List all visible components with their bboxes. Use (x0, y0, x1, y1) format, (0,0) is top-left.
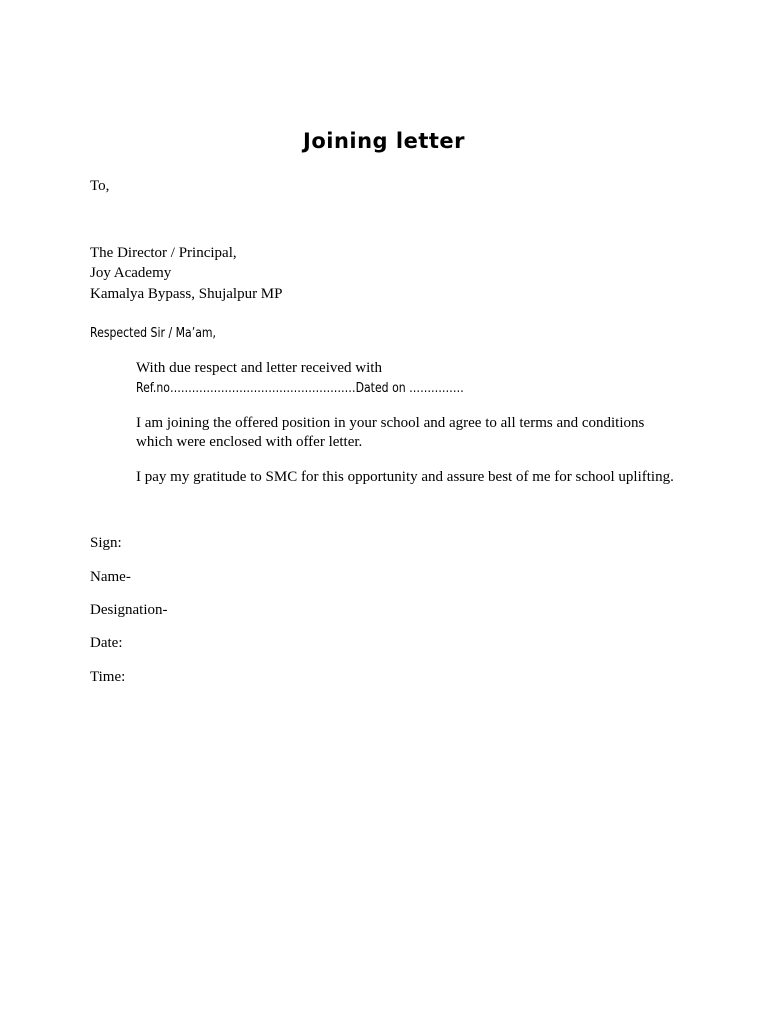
greeting: Respected Sir / Ma’am, (90, 326, 217, 341)
recipient-line-3: Kamalya Bypass, Shujalpur MP (90, 286, 283, 302)
time-field: Time: (90, 669, 126, 685)
recipient-line-1: The Director / Principal, (90, 245, 237, 261)
paragraph-1-line-1: With due respect and letter received with (136, 360, 382, 376)
paragraph-3: I pay my gratitude to SMC for this opportunity and assure best of me for school uplifting. (136, 469, 674, 485)
designation-field: Designation- (90, 602, 168, 618)
date-field: Date: (90, 635, 123, 651)
recipient-line-2: Joy Academy (90, 265, 172, 281)
letter-title: Joining letter (303, 129, 465, 153)
salutation-to: To, (90, 178, 110, 194)
name-field: Name- (90, 569, 131, 585)
reference-line: Ref.no……………………………………………Dated on …………… (136, 381, 464, 396)
paragraph-2-line-2: which were enclosed with offer letter. (136, 434, 363, 450)
paragraph-2-line-1: I am joining the offered position in your school and agree to all terms and conditions (136, 415, 645, 431)
sign-field: Sign: (90, 535, 122, 551)
